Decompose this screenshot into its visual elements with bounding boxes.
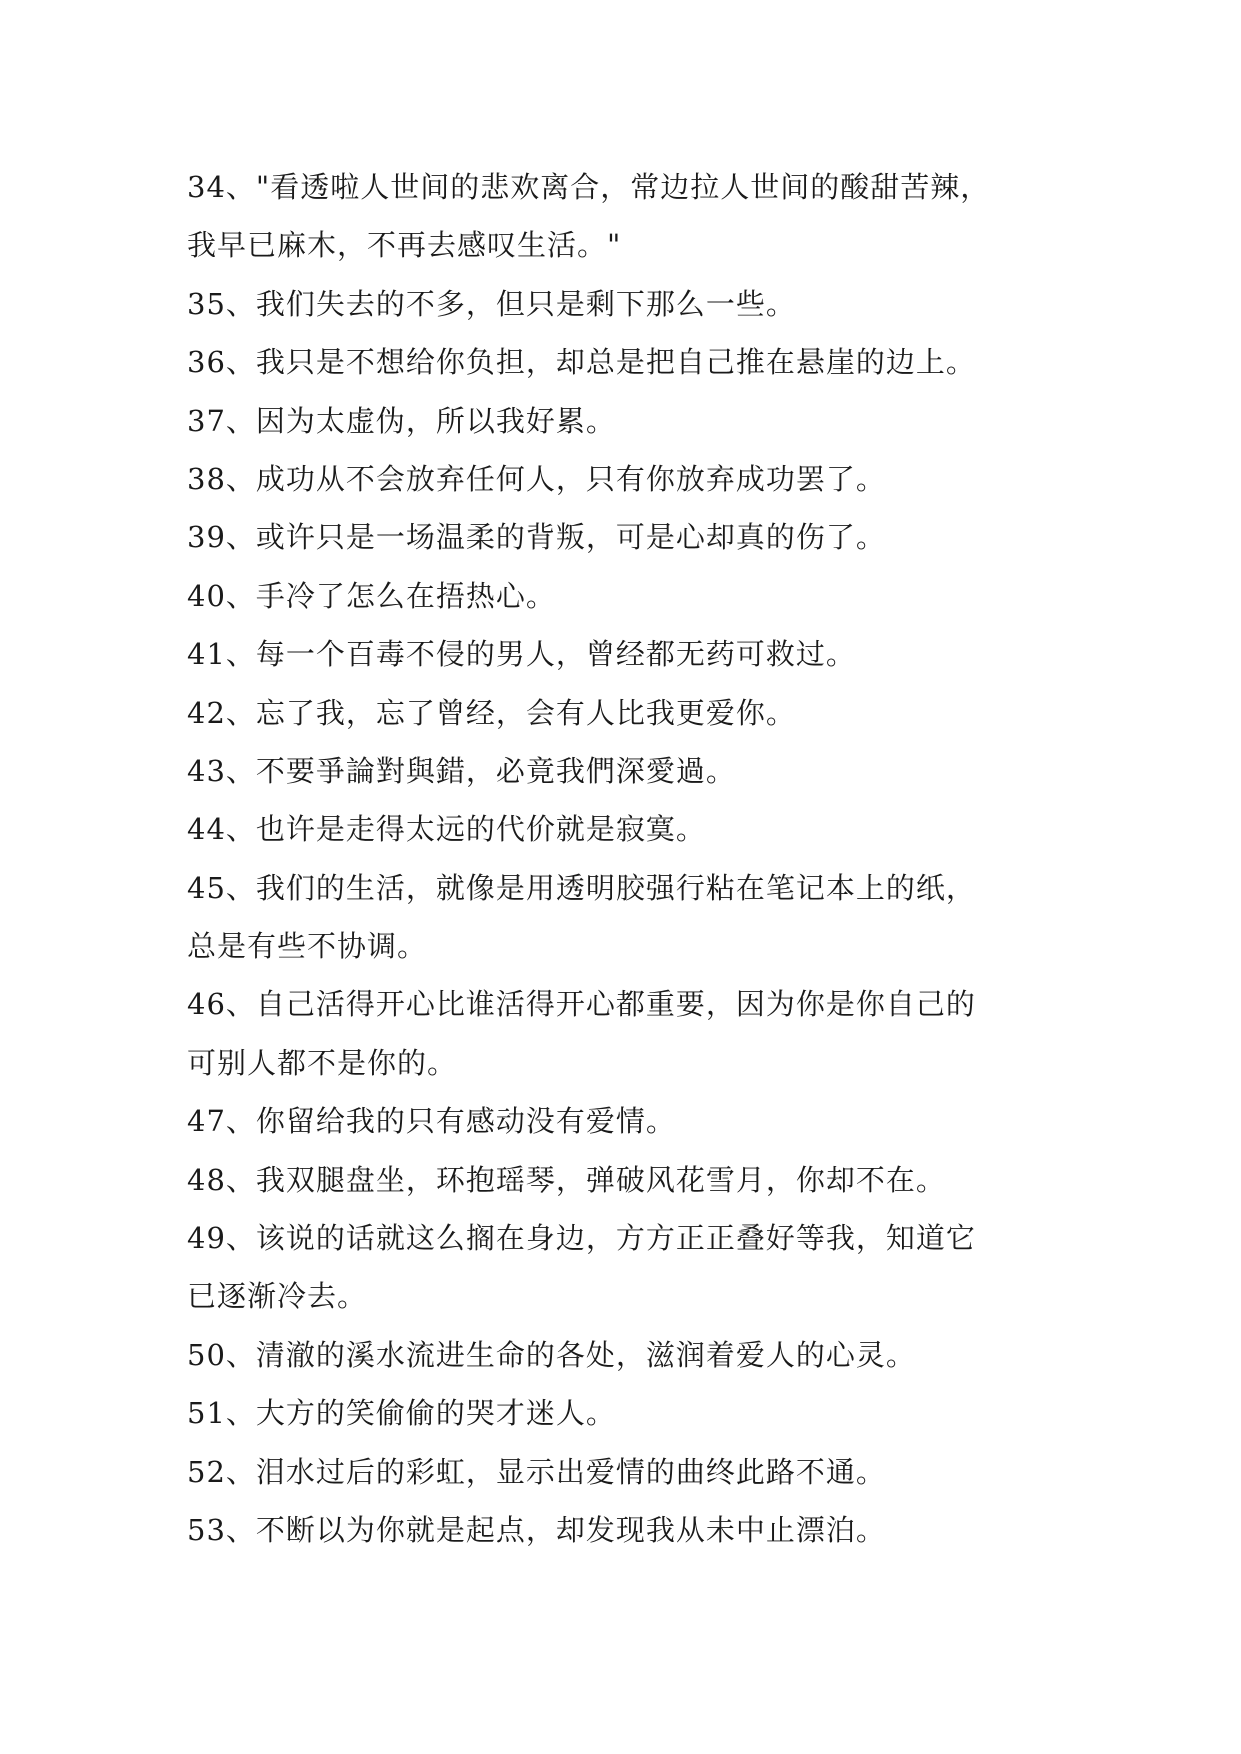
text-line: 50、清澈的溪水流进生命的各处，滋润着爱人的心灵。 xyxy=(187,1337,916,1372)
text-line: 41、每一个百毒不侵的男人，曾经都无药可救过。 xyxy=(187,637,856,672)
text-line: 48、我双腿盘坐，环抱瑶琴，弹破风花雪月，你却不在。 xyxy=(187,1162,946,1197)
text-line: 39、或许只是一场温柔的背叛，可是心却真的伤了。 xyxy=(187,520,886,555)
text-line: 我早已麻木，不再去感叹生活。" xyxy=(187,228,622,263)
text-line: 49、该说的话就这么搁在身边，方方正正叠好等我，知道它 xyxy=(187,1221,976,1256)
text-line: 可别人都不是你的。 xyxy=(187,1045,458,1080)
text-line: 总是有些不协调。 xyxy=(187,929,428,964)
text-line: 34、"看透啦人世间的悲欢离合，常边拉人世间的酸甜苦辣， xyxy=(187,170,991,204)
text-line: 53、不断以为你就是起点，却发现我从未中止漂泊。 xyxy=(187,1512,886,1547)
text-line: 42、忘了我，忘了曾经，会有人比我更爱你。 xyxy=(187,695,796,730)
text-line: 43、不要爭論對與錯，必竟我們深愛過。 xyxy=(187,753,736,788)
text-line: 已逐渐冷去。 xyxy=(187,1279,368,1314)
document-body xyxy=(187,158,1087,1559)
text-line: 52、泪水过后的彩虹，显示出爱情的曲终此路不通。 xyxy=(187,1454,886,1489)
text-line: 38、成功从不会放弃任何人，只有你放弃成功罢了。 xyxy=(187,461,886,496)
text-line: 35、我们失去的不多，但只是剩下那么一些。 xyxy=(187,286,796,321)
text-line: 36、我只是不想给你负担，却总是把自己推在悬崖的边上。 xyxy=(187,345,976,380)
text-line: 47、你留给我的只有感动没有爱情。 xyxy=(187,1104,676,1139)
text-line: 46、自己活得开心比谁活得开心都重要，因为你是你自己的 xyxy=(187,987,976,1022)
text-line: 40、手冷了怎么在捂热心。 xyxy=(187,578,556,613)
text-line: 45、我们的生活，就像是用透明胶强行粘在笔记本上的纸， xyxy=(187,870,976,905)
text-line: 51、大方的笑偷偷的哭才迷人。 xyxy=(187,1396,616,1431)
text-line: 37、因为太虚伪，所以我好累。 xyxy=(187,403,616,438)
text-line: 44、也许是走得太远的代价就是寂寞。 xyxy=(187,812,706,847)
